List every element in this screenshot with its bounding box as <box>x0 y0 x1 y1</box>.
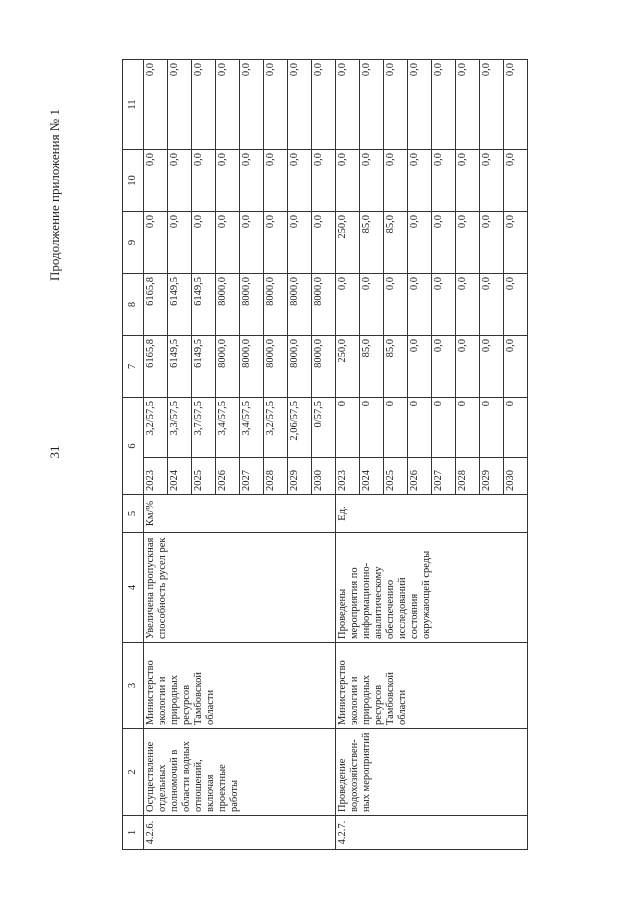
rotated-table-wrapper <box>122 60 528 850</box>
total-funding-cell: 0,0 <box>480 336 504 398</box>
federal-budget-cell: 0,0 <box>216 212 240 274</box>
extrabudgetary-funds-cell: 0,0 <box>216 60 240 150</box>
column-number: 11 <box>123 60 144 150</box>
column-number: 4 <box>123 533 144 643</box>
year-cell: 2030 <box>504 458 528 495</box>
regional-budget-cell: 0,0 <box>456 274 480 336</box>
federal-budget-cell: 0,0 <box>480 212 504 274</box>
regional-budget-cell: 6165,8 <box>144 274 168 336</box>
extrabudgetary-funds-cell: 0,0 <box>336 60 360 150</box>
local-budget-cell: 0,0 <box>216 150 240 212</box>
column-number: 10 <box>123 150 144 212</box>
regional-budget-cell: 0,0 <box>432 274 456 336</box>
extrabudgetary-funds-cell: 0,0 <box>456 60 480 150</box>
table-row <box>336 60 360 850</box>
local-budget-cell: 0,0 <box>288 150 312 212</box>
federal-budget-cell: 0,0 <box>240 212 264 274</box>
year-cell: 2027 <box>432 458 456 495</box>
local-budget-cell: 0,0 <box>384 150 408 212</box>
regional-budget-cell: 0,0 <box>480 274 504 336</box>
column-number: 1 <box>123 816 144 850</box>
regional-budget-cell: 0,0 <box>408 274 432 336</box>
total-funding-cell: 8000,0 <box>240 336 264 398</box>
year-cell: 2028 <box>456 458 480 495</box>
column-number: 3 <box>123 643 144 729</box>
extrabudgetary-funds-cell: 0,0 <box>360 60 384 150</box>
federal-budget-cell: 0,0 <box>168 212 192 274</box>
indicator-value-cell: 3,3/57,5 <box>168 398 192 458</box>
program-table <box>122 59 528 850</box>
local-budget-cell: 0,0 <box>312 150 336 212</box>
year-cell: 2024 <box>168 458 192 495</box>
local-budget-cell: 0,0 <box>504 150 528 212</box>
indicator-value-cell: 0/57,5 <box>312 398 336 458</box>
executor-name: Министерство экологии и природных ресурсов Тамбовской области <box>144 643 336 729</box>
total-funding-cell: 8000,0 <box>264 336 288 398</box>
total-funding-cell: 8000,0 <box>288 336 312 398</box>
column-number-row <box>123 60 144 850</box>
table-body <box>144 60 528 850</box>
extrabudgetary-funds-cell: 0,0 <box>288 60 312 150</box>
total-funding-cell: 6149,5 <box>192 336 216 398</box>
federal-budget-cell: 0,0 <box>288 212 312 274</box>
extrabudgetary-funds-cell: 0,0 <box>144 60 168 150</box>
indicator-value-cell: 3,2/57,5 <box>144 398 168 458</box>
federal-budget-cell: 0,0 <box>264 212 288 274</box>
column-number: 7 <box>123 336 144 398</box>
local-budget-cell: 0,0 <box>336 150 360 212</box>
regional-budget-cell: 8000,0 <box>240 274 264 336</box>
federal-budget-cell: 0,0 <box>144 212 168 274</box>
indicator-value-cell: 0 <box>432 398 456 458</box>
local-budget-cell: 0,0 <box>240 150 264 212</box>
extrabudgetary-funds-cell: 0,0 <box>240 60 264 150</box>
indicator-value-cell: 0 <box>456 398 480 458</box>
year-cell: 2025 <box>192 458 216 495</box>
regional-budget-cell: 0,0 <box>360 274 384 336</box>
local-budget-cell: 0,0 <box>480 150 504 212</box>
local-budget-cell: 0,0 <box>456 150 480 212</box>
local-budget-cell: 0,0 <box>192 150 216 212</box>
table-header <box>123 60 144 850</box>
extrabudgetary-funds-cell: 0,0 <box>504 60 528 150</box>
extrabudgetary-funds-cell: 0,0 <box>168 60 192 150</box>
indicator-value-cell: 0 <box>384 398 408 458</box>
local-budget-cell: 0,0 <box>168 150 192 212</box>
indicator-value-cell: 2,06/57,5 <box>288 398 312 458</box>
year-cell: 2030 <box>312 458 336 495</box>
indicator-value-cell: 3,7/57,5 <box>192 398 216 458</box>
federal-budget-cell: 0,0 <box>192 212 216 274</box>
regional-budget-cell: 0,0 <box>384 274 408 336</box>
year-cell: 2029 <box>480 458 504 495</box>
total-funding-cell: 0,0 <box>408 336 432 398</box>
result-description: Увеличена пропускная способность русел рек <box>144 533 336 643</box>
unit-of-measure: Км/% <box>144 495 336 533</box>
year-cell: 2024 <box>360 458 384 495</box>
local-budget-cell: 0,0 <box>144 150 168 212</box>
indicator-value-cell: 0 <box>336 398 360 458</box>
total-funding-cell: 85,0 <box>384 336 408 398</box>
total-funding-cell: 8000,0 <box>216 336 240 398</box>
year-cell: 2023 <box>144 458 168 495</box>
regional-budget-cell: 8000,0 <box>264 274 288 336</box>
federal-budget-cell: 85,0 <box>384 212 408 274</box>
table-row <box>144 60 168 850</box>
local-budget-cell: 0,0 <box>408 150 432 212</box>
total-funding-cell: 250,0 <box>336 336 360 398</box>
local-budget-cell: 0,0 <box>264 150 288 212</box>
federal-budget-cell: 0,0 <box>312 212 336 274</box>
executor-name: Министерство экологии и природных ресурсов Тамбовской области <box>336 643 528 729</box>
regional-budget-cell: 8000,0 <box>216 274 240 336</box>
total-funding-cell: 6149,5 <box>168 336 192 398</box>
year-cell: 2028 <box>264 458 288 495</box>
federal-budget-cell: 0,0 <box>408 212 432 274</box>
extrabudgetary-funds-cell: 0,0 <box>408 60 432 150</box>
indicator-value-cell: 0 <box>408 398 432 458</box>
column-number: 8 <box>123 274 144 336</box>
column-number: 2 <box>123 729 144 816</box>
regional-budget-cell: 0,0 <box>504 274 528 336</box>
regional-budget-cell: 0,0 <box>336 274 360 336</box>
page-header: Продолжение приложения № 1 <box>47 109 62 281</box>
regional-budget-cell: 8000,0 <box>312 274 336 336</box>
row-code: 4.2.6. <box>144 816 336 850</box>
total-funding-cell: 0,0 <box>456 336 480 398</box>
column-number: 9 <box>123 212 144 274</box>
local-budget-cell: 0,0 <box>432 150 456 212</box>
extrabudgetary-funds-cell: 0,0 <box>480 60 504 150</box>
total-funding-cell: 8000,0 <box>312 336 336 398</box>
column-number: 6 <box>123 398 144 495</box>
extrabudgetary-funds-cell: 0,0 <box>192 60 216 150</box>
event-name: Проведение водохозяйствен-ных мероприятий <box>336 729 528 816</box>
indicator-value-cell: 0 <box>504 398 528 458</box>
unit-of-measure: Ед. <box>336 495 528 533</box>
page-number: 31 <box>47 445 62 459</box>
year-cell: 2026 <box>408 458 432 495</box>
extrabudgetary-funds-cell: 0,0 <box>312 60 336 150</box>
column-number: 5 <box>123 495 144 533</box>
extrabudgetary-funds-cell: 0,0 <box>384 60 408 150</box>
indicator-value-cell: 0 <box>360 398 384 458</box>
federal-budget-cell: 250,0 <box>336 212 360 274</box>
total-funding-cell: 6165,8 <box>144 336 168 398</box>
total-funding-cell: 85,0 <box>360 336 384 398</box>
federal-budget-cell: 0,0 <box>504 212 528 274</box>
regional-budget-cell: 8000,0 <box>288 274 312 336</box>
indicator-value-cell: 3,4/57,5 <box>216 398 240 458</box>
regional-budget-cell: 6149,5 <box>192 274 216 336</box>
regional-budget-cell: 6149,5 <box>168 274 192 336</box>
year-cell: 2025 <box>384 458 408 495</box>
extrabudgetary-funds-cell: 0,0 <box>432 60 456 150</box>
indicator-value-cell: 0 <box>480 398 504 458</box>
indicator-value-cell: 3,4/57,5 <box>240 398 264 458</box>
result-description: Проведены мероприятия по информационно-аналитическому обеспечению исследований состояния окружающей среды <box>336 533 528 643</box>
extrabudgetary-funds-cell: 0,0 <box>264 60 288 150</box>
federal-budget-cell: 0,0 <box>432 212 456 274</box>
local-budget-cell: 0,0 <box>360 150 384 212</box>
year-cell: 2027 <box>240 458 264 495</box>
indicator-value-cell: 3,2/57,5 <box>264 398 288 458</box>
year-cell: 2023 <box>336 458 360 495</box>
total-funding-cell: 0,0 <box>432 336 456 398</box>
federal-budget-cell: 0,0 <box>456 212 480 274</box>
year-cell: 2026 <box>216 458 240 495</box>
row-code: 4.2.7. <box>336 816 528 850</box>
year-cell: 2029 <box>288 458 312 495</box>
event-name: Осуществление отдельных полномочий в области водных отношений, включая проектные работы <box>144 729 336 816</box>
total-funding-cell: 0,0 <box>504 336 528 398</box>
federal-budget-cell: 85,0 <box>360 212 384 274</box>
